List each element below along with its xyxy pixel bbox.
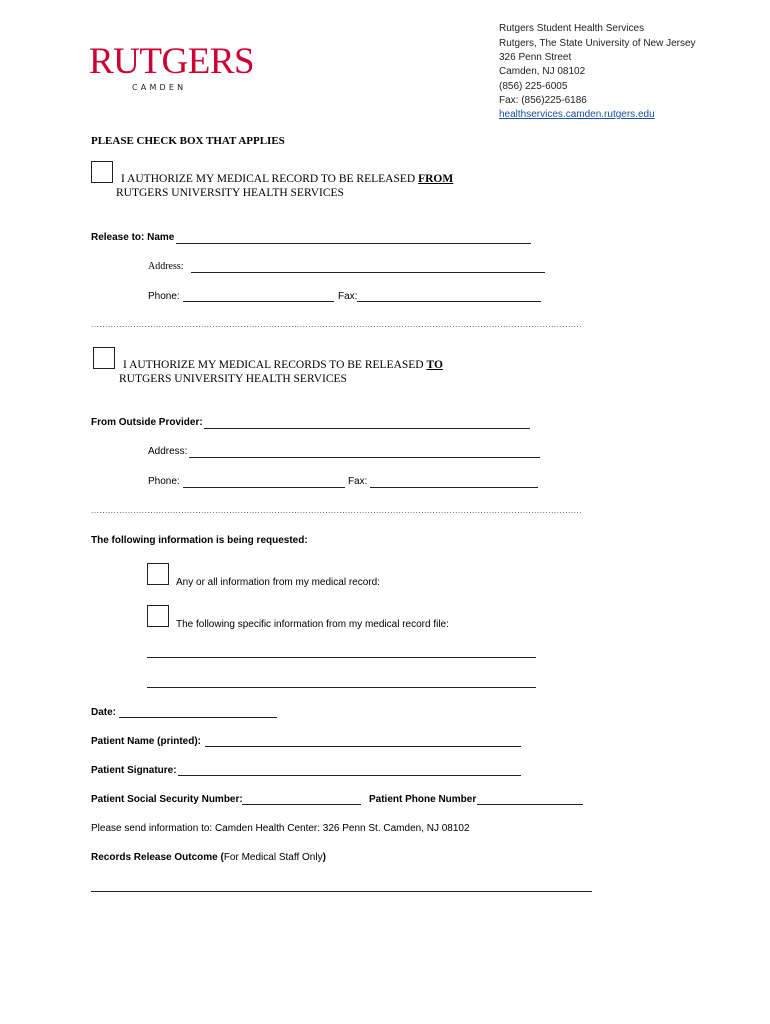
release-to-address-label: Address: (148, 261, 184, 272)
release-from-line1: I AUTHORIZE MY MEDICAL RECORD TO BE RELEASED (121, 173, 419, 185)
outcome-label-staff-only: For Medical Staff Only (223, 852, 323, 863)
outside-provider-field[interactable] (204, 428, 530, 429)
specific-info-field-2[interactable] (147, 687, 536, 688)
specific-info-field-1[interactable] (147, 657, 536, 658)
patient-phone-label: Patient Phone Number (369, 794, 477, 805)
address-line-1: Rutgers Student Health Services (499, 23, 645, 34)
release-from-emphasis: FROM (418, 173, 454, 185)
provider-phone-label: Phone: (148, 476, 180, 487)
patient-signature-field[interactable] (178, 775, 521, 776)
release-to-line1: I AUTHORIZE MY MEDICAL RECORDS TO BE RELEASED (123, 359, 427, 371)
section-divider-1: .............................................................................................................................................................................. (91, 320, 583, 329)
outcome-label-bold: Records Release Outcome ( (91, 852, 224, 863)
address-line-2: Rutgers, The State University of New Jersey (499, 38, 696, 49)
release-to-phone-field[interactable] (183, 301, 334, 302)
logo-subtitle: CAMDEN (132, 83, 187, 92)
address-fax: Fax: (856)225-6186 (499, 95, 587, 106)
release-to-checkbox[interactable] (93, 347, 115, 369)
provider-fax-field[interactable] (370, 487, 538, 488)
rutgers-logo (89, 40, 254, 84)
specific-info-label: The following specific information from my medical record file: (176, 619, 449, 630)
records-outcome-field[interactable] (91, 891, 592, 892)
release-to-emphasis: TO (426, 359, 443, 371)
patient-phone-field[interactable] (477, 804, 583, 805)
outside-provider-label: From Outside Provider: (91, 417, 203, 428)
ssn-label: Patient Social Security Number: (91, 794, 243, 805)
release-to-fax-field[interactable] (357, 301, 541, 302)
release-from-text (121, 173, 453, 185)
address-line-3: 326 Penn Street (499, 52, 572, 63)
release-from-checkbox[interactable] (91, 161, 113, 183)
send-info-text: Please send information to: Camden Health Center: 326 Penn St. Camden, NJ 08102 (91, 823, 470, 834)
provider-fax-label: Fax: (348, 476, 368, 487)
date-label: Date: (91, 707, 117, 718)
info-requested-heading: The following information is being requested: (91, 535, 308, 546)
all-info-label: Any or all information from my medical record: (176, 577, 380, 588)
release-to-text (123, 359, 443, 371)
section-divider-2: .............................................................................................................................................................................. (91, 506, 583, 515)
logo-text: RUTGERS (89, 41, 255, 82)
release-to-label: Release to: Name (91, 232, 175, 243)
patient-signature-label: Patient Signature: (91, 765, 177, 776)
patient-name-field[interactable] (205, 746, 521, 747)
form-heading: PLEASE CHECK BOX THAT APPLIES (91, 135, 285, 147)
ssn-field[interactable] (242, 804, 361, 805)
outcome-label-close: ) (322, 852, 326, 863)
date-field[interactable] (119, 717, 277, 718)
release-from-line2: RUTGERS UNIVERSITY HEALTH SERVICES (116, 187, 344, 199)
patient-name-label: Patient Name (printed): (91, 736, 202, 747)
provider-phone-field[interactable] (183, 487, 345, 488)
release-to-name-field[interactable] (176, 243, 531, 244)
specific-info-checkbox[interactable] (147, 605, 169, 627)
release-to-line2: RUTGERS UNIVERSITY HEALTH SERVICES (119, 373, 347, 385)
release-to-address-field[interactable] (191, 272, 545, 273)
address-phone: (856) 225-6005 (499, 81, 568, 92)
records-outcome-label (91, 852, 326, 863)
release-to-fax-label: Fax: (338, 291, 358, 302)
provider-address-label: Address: (148, 446, 188, 457)
provider-address-field[interactable] (189, 457, 540, 458)
release-to-phone-label: Phone: (148, 291, 180, 302)
website-link[interactable]: healthservices.camden.rutgers.edu (499, 109, 655, 120)
all-info-checkbox[interactable] (147, 563, 169, 585)
address-line-4: Camden, NJ 08102 (499, 66, 586, 77)
